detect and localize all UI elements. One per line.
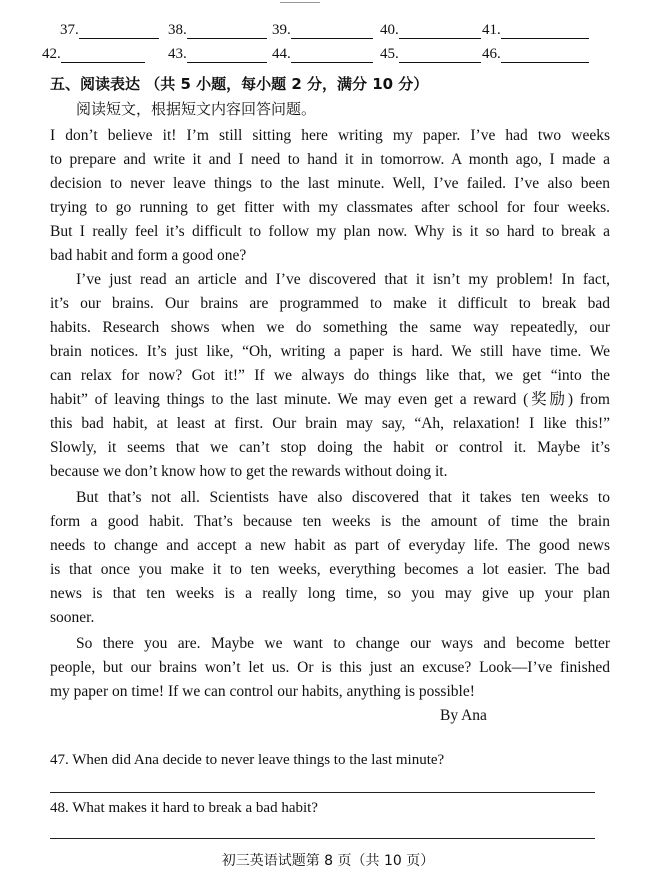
blank-underline	[399, 24, 481, 39]
blank-underline	[501, 48, 589, 63]
passage-line: form a good habit. That’s because ten weeks is the amount of time the brain	[50, 513, 610, 530]
passage-line: decision to never leave things to the last minute. Well, I’ve failed. I’ve also been	[50, 175, 610, 192]
blank-number: 38.	[168, 22, 187, 38]
answer-blank-39[interactable]	[272, 22, 373, 39]
answer-line-47[interactable]	[50, 792, 595, 793]
top-rule	[280, 2, 320, 3]
answer-blank-row-1	[50, 22, 610, 44]
blank-number: 39.	[272, 22, 291, 38]
byline: By Ana	[440, 707, 487, 724]
passage-line: So there you are. Maybe we want to change our ways and become better	[76, 635, 610, 652]
passage-line: trying to go running to get fitter with my classmates after school for four weeks.	[50, 199, 610, 216]
blank-number: 46.	[482, 46, 501, 62]
blank-underline	[187, 48, 267, 63]
passage-line: can relax for now? Got it!” If we always do things like that, we get “into the	[50, 367, 610, 384]
passage-line: Slowly, it seems that we can’t stop doing the habit or control it. Maybe it’s	[50, 439, 610, 456]
passage-line: bad habit and form a good one?	[50, 247, 247, 264]
answer-line-48[interactable]	[50, 838, 595, 839]
passage-line: But that’s not all. Scientists have also discovered that it takes ten weeks to	[76, 489, 610, 506]
passage-line: brain notices. It’s just like, “Oh, writing a paper is hard. We still have time. We	[50, 343, 610, 360]
blank-number: 42.	[42, 46, 61, 62]
section-heading: 五、阅读表达 （共 5 小题，每小题 2 分，满分 10 分）	[50, 75, 429, 93]
passage-line: it’s our brains. Our brains are programmed to make it difficult to break bad	[50, 295, 610, 312]
blank-number: 37.	[60, 22, 79, 38]
answer-blank-44[interactable]	[272, 46, 373, 63]
blank-number: 43.	[168, 46, 187, 62]
answer-blank-row-2	[42, 46, 610, 68]
answer-blank-40[interactable]	[380, 22, 481, 39]
blank-underline	[79, 24, 159, 39]
answer-blank-37[interactable]	[60, 22, 159, 39]
passage-line: habit” of leaving things to the last minute. We may even get a reward (奖励) from	[50, 391, 610, 408]
answer-blank-46[interactable]	[482, 46, 589, 63]
passage-line: habits. Research shows when we do something the same way repeatedly, our	[50, 319, 610, 336]
passage-line: sooner.	[50, 609, 95, 626]
answer-blank-45[interactable]	[380, 46, 481, 63]
question-47: 47. When did Ana decide to never leave things to the last minute?	[50, 752, 445, 768]
passage-line: news is that ten weeks is a really long time, so you may give up your plan	[50, 585, 610, 602]
answer-blank-38[interactable]	[168, 22, 267, 39]
passage-line: this bad habit, at least at first. Our brain may say, “Ah, relaxation! I like this!”	[50, 415, 610, 432]
blank-underline	[291, 24, 373, 39]
blank-number: 41.	[482, 22, 501, 38]
passage-line: my paper on time! If we can control our habits, anything is possible!	[50, 683, 475, 700]
instruction: 阅读短文，根据短文内容回答问题。	[76, 100, 317, 118]
passage-line: because we don’t know how to get the rewards without doing it.	[50, 463, 448, 480]
passage-line: is that once you make it to ten weeks, everything becomes a lot easier. The bad	[50, 561, 610, 578]
answer-blank-41[interactable]	[482, 22, 589, 39]
question-48: 48. What makes it hard to break a bad habit?	[50, 800, 318, 816]
passage-line: I don’t believe it! I’m still sitting here writing my paper. I’ve had two weeks	[50, 127, 610, 144]
passage-line: people, but our brains won’t let us. Or is this just an excuse? Look—I’ve finished	[50, 659, 610, 676]
blank-number: 40.	[380, 22, 399, 38]
passage-line: to prepare and write it and I need to hand it in tomorrow. A month ago, I made a	[50, 151, 610, 168]
blank-underline	[291, 48, 373, 63]
blank-underline	[61, 48, 145, 63]
answer-blank-42[interactable]	[42, 46, 145, 63]
page-footer: 初三英语试题第 8 页（共 10 页）	[221, 853, 435, 869]
answer-blank-43[interactable]	[168, 46, 267, 63]
blank-number: 44.	[272, 46, 291, 62]
passage-line: But I really feel it’s difficult to follow my plan now. Why is it so hard to break a	[50, 223, 610, 240]
blank-underline	[501, 24, 589, 39]
blank-underline	[187, 24, 267, 39]
passage-line: needs to change and accept a new habit as part of everyday life. The good news	[50, 537, 610, 554]
passage-line: I’ve just read an article and I’ve discovered that it isn’t my problem! In fact,	[76, 271, 610, 288]
blank-number: 45.	[380, 46, 399, 62]
blank-underline	[399, 48, 481, 63]
